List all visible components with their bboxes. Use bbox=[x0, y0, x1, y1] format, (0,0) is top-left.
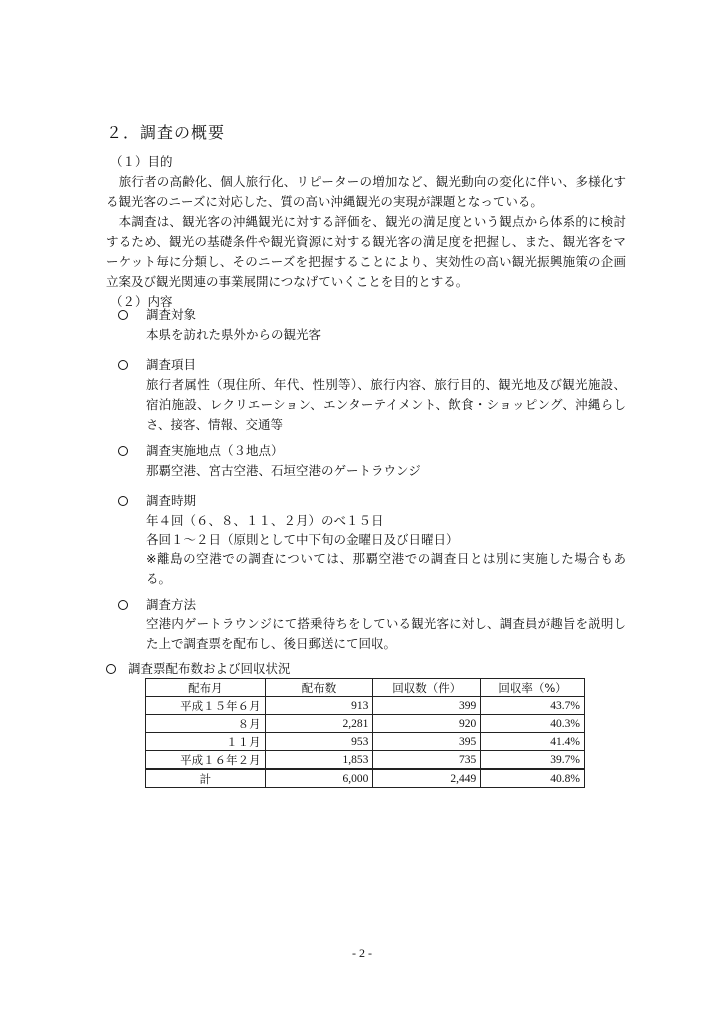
method-text: 空港内ゲートラウンジにて搭乗待ちをしている観光客に対し、調査員が趣旨を説明した上で調査票を配布し、後日郵送にて回収。 bbox=[146, 616, 626, 651]
cell-distributed: 2,281 bbox=[265, 715, 373, 733]
contents-heading: （２）内容 bbox=[110, 294, 173, 309]
page-number: - 2 - bbox=[352, 946, 372, 960]
cell-collected: 920 bbox=[373, 715, 481, 733]
table-row bbox=[146, 733, 585, 751]
purpose-paragraph-2: 本調査は、観光客の沖縄観光に対する評価を、観光の満足度という観点から体系的に検討するため、観光の基礎条件や観光資源に対する観光客の満足度を把握し、また、観光客をマーケット毎に分類し、そのニーズを把握することにより、実効性の高い観光振興施策の企画立案及び観光関連の事業展開につなげていくことを目的とする。 bbox=[106, 214, 626, 289]
distribution-table bbox=[145, 678, 585, 788]
bullet-circle-icon bbox=[118, 600, 128, 610]
items-text: 旅行者属性（現住所、年代、性別等）、旅行内容、旅行目的、観光地及び観光施設、宿泊施設、レクリエーション、エンターテイメント、飲食・ショッピング、沖縄らしさ、接客、情報、交通等 bbox=[146, 377, 626, 432]
target-label: 調査対象 bbox=[146, 307, 197, 322]
cell-total-rate: 40.8% bbox=[481, 769, 585, 788]
cell-distributed: 953 bbox=[265, 733, 373, 751]
cell-total-distributed: 6,000 bbox=[265, 769, 373, 788]
cell-month: 平成１６年２月 bbox=[146, 751, 266, 770]
period-line-2: 各回１～２日（原則として中下旬の金曜日及び日曜日） bbox=[146, 532, 459, 547]
period-note: ※離島の空港での調査については、那覇空港での調査日とは別に実施した場合もある。 bbox=[146, 551, 626, 586]
cell-month: １１月 bbox=[146, 733, 266, 751]
header-rate: 回収率（%） bbox=[481, 679, 585, 697]
cell-rate: 43.7% bbox=[481, 697, 585, 715]
table-total-row bbox=[146, 769, 585, 788]
bullet-circle-icon bbox=[118, 360, 128, 370]
distribution-label: 調査票配布数および回収状況 bbox=[128, 661, 291, 676]
period-label: 調査時期 bbox=[146, 493, 197, 508]
bullet-circle-icon bbox=[106, 664, 116, 674]
locations-label: 調査実施地点（３地点） bbox=[146, 443, 284, 458]
locations-text: 那覇空港、宮古空港、石垣空港のゲートラウンジ bbox=[146, 463, 421, 478]
cell-total-collected: 2,449 bbox=[373, 769, 481, 788]
cell-collected: 399 bbox=[373, 697, 481, 715]
table-row bbox=[146, 715, 585, 733]
purpose-heading: （１）目的 bbox=[110, 154, 173, 169]
bullet-circle-icon bbox=[118, 496, 128, 506]
period-line-1: 年４回（６、８、１１、２月）のべ１５日 bbox=[146, 513, 384, 528]
header-month: 配布月 bbox=[146, 679, 266, 697]
bullet-circle-icon bbox=[118, 310, 128, 320]
cell-distributed: 913 bbox=[265, 697, 373, 715]
header-distributed: 配布数 bbox=[265, 679, 373, 697]
section-title: ２．調査の概要 bbox=[106, 123, 226, 142]
cell-distributed: 1,853 bbox=[265, 751, 373, 770]
header-collected: 回収数（件） bbox=[373, 679, 481, 697]
target-text: 本県を訪れた県外からの観光客 bbox=[146, 327, 322, 342]
cell-collected: 735 bbox=[373, 751, 481, 770]
items-label: 調査項目 bbox=[146, 357, 197, 372]
table-header-row bbox=[146, 679, 585, 697]
cell-month: 平成１５年６月 bbox=[146, 697, 266, 715]
cell-rate: 41.4% bbox=[481, 733, 585, 751]
cell-rate: 40.3% bbox=[481, 715, 585, 733]
purpose-paragraph-1: 旅行者の高齢化、個人旅行化、リピーターの増加など、観光動向の変化に伴い、多様化する観光客のニーズに対応した、質の高い沖縄観光の実現が課題となっている。 bbox=[106, 174, 626, 209]
cell-month: ８月 bbox=[146, 715, 266, 733]
cell-total-label: 計 bbox=[146, 769, 266, 788]
table-row bbox=[146, 751, 585, 770]
cell-rate: 39.7% bbox=[481, 751, 585, 770]
table-row bbox=[146, 697, 585, 715]
method-label: 調査方法 bbox=[146, 597, 197, 612]
bullet-circle-icon bbox=[118, 446, 128, 456]
cell-collected: 395 bbox=[373, 733, 481, 751]
